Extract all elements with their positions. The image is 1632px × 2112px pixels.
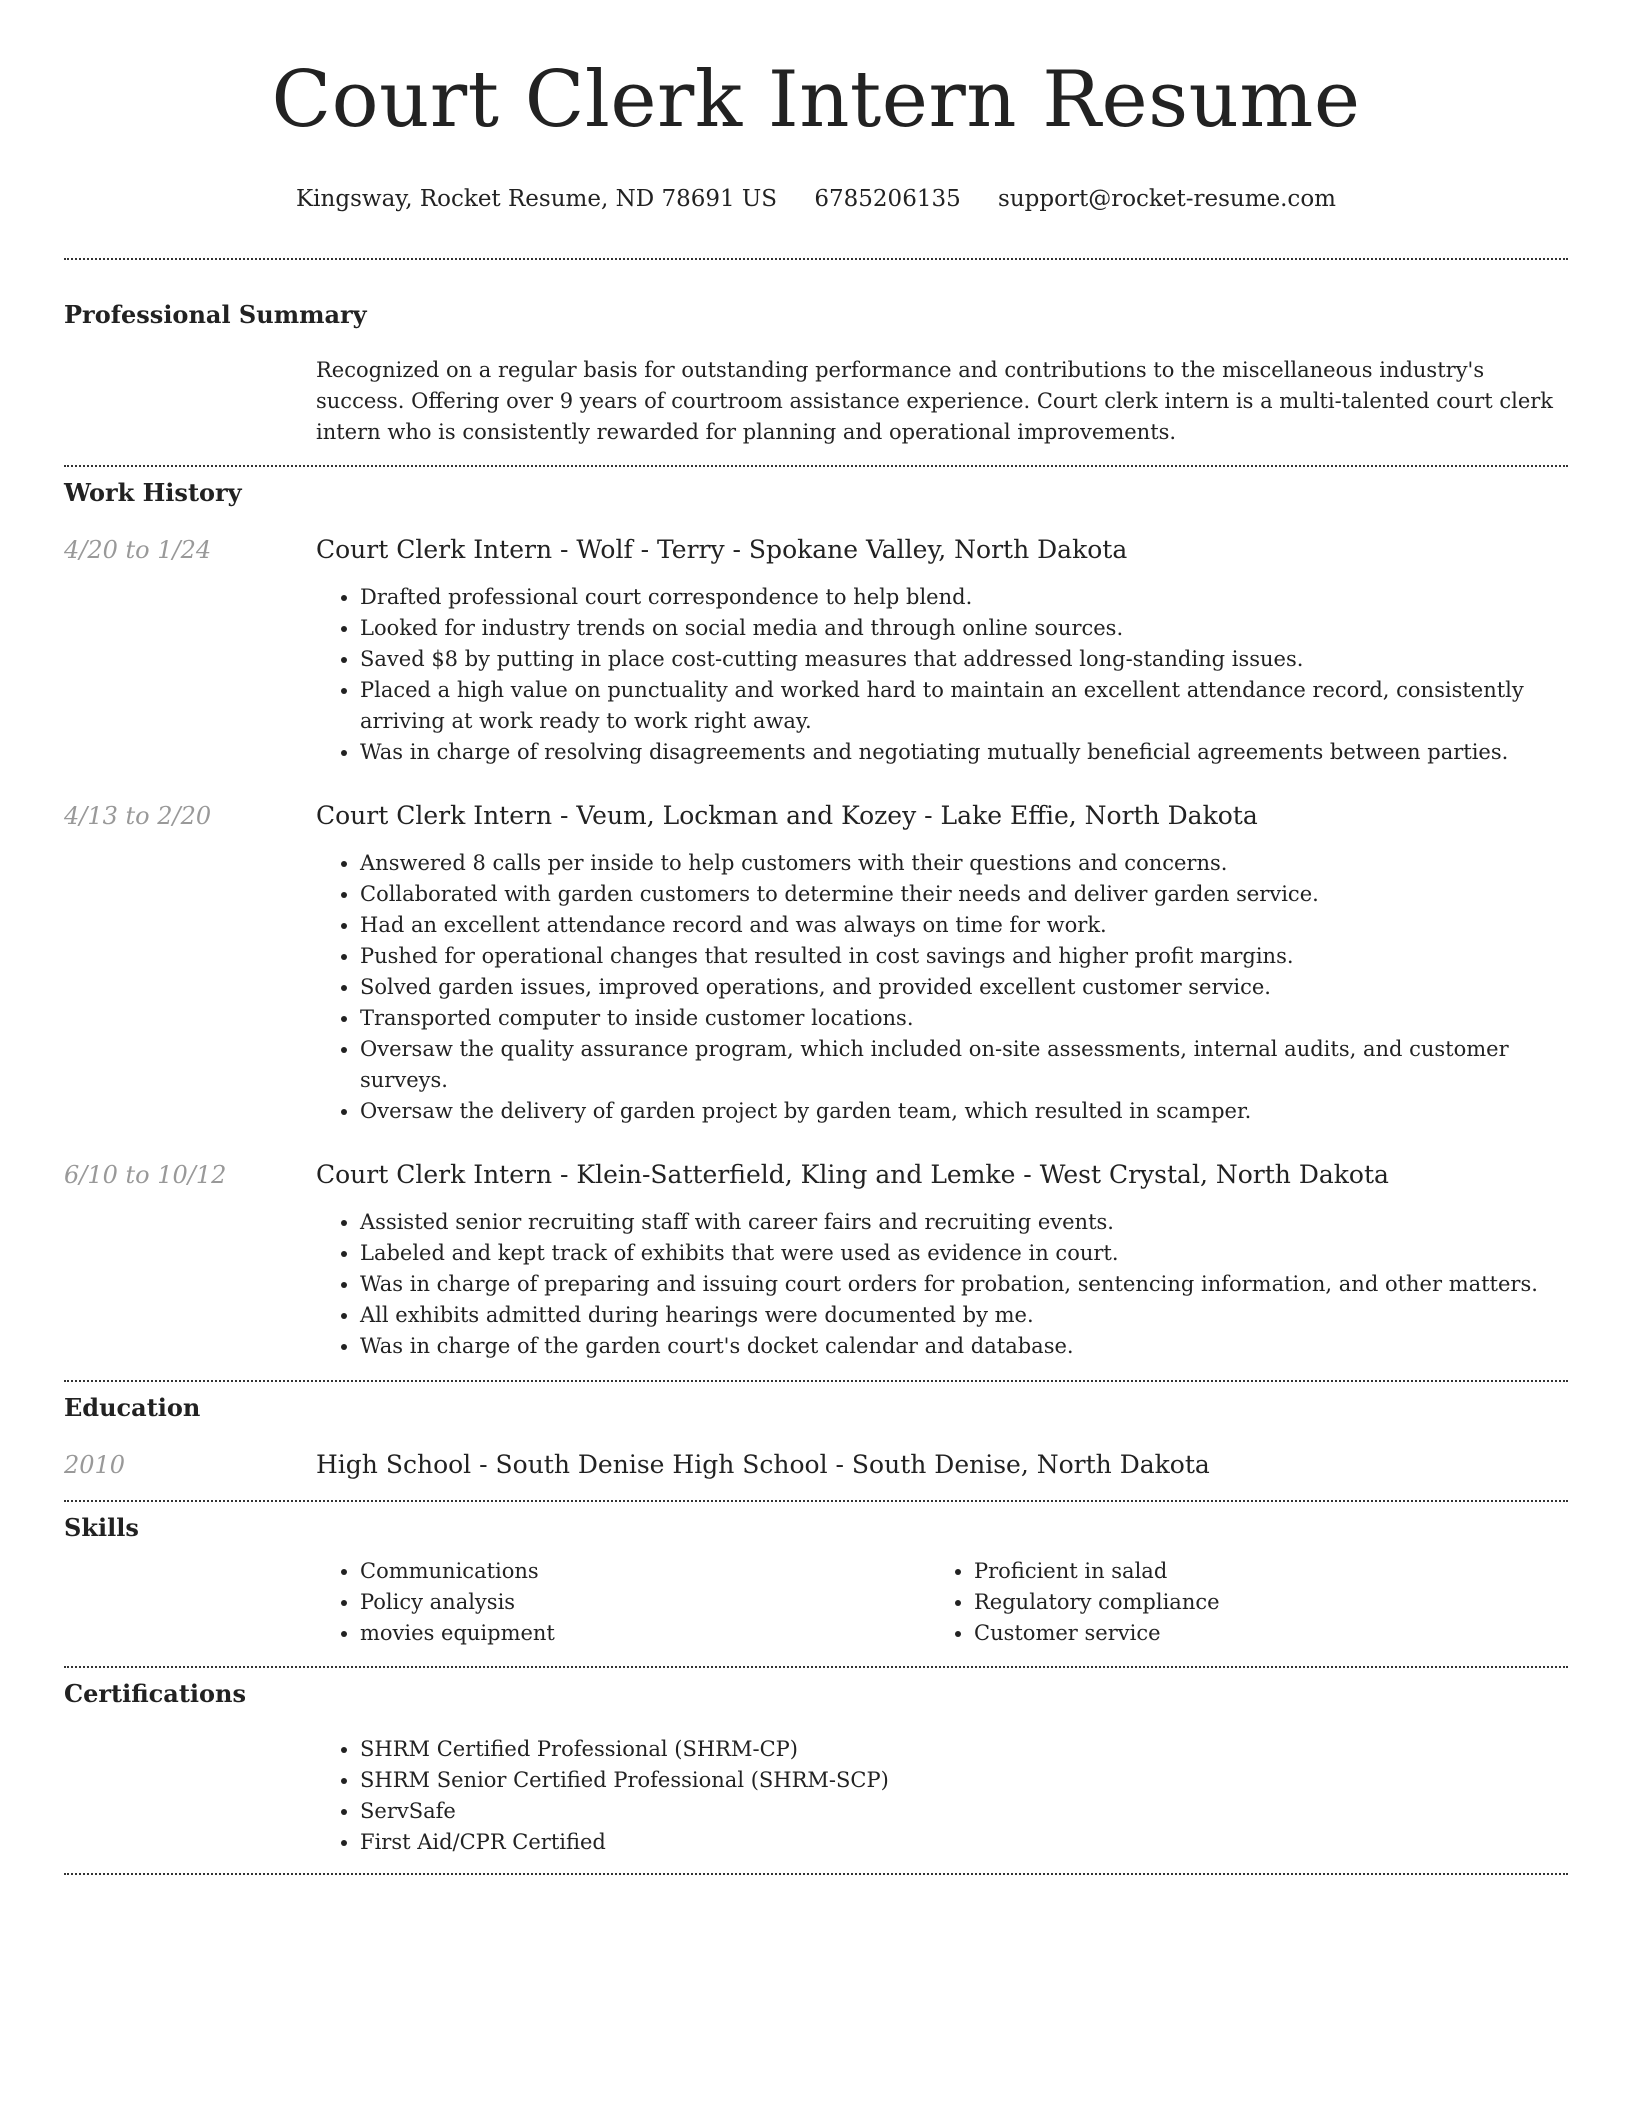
job-entry	[64, 801, 1568, 1127]
education-heading: Education	[64, 1393, 201, 1422]
certifications-heading: Certifications	[64, 1679, 247, 1708]
job-entry	[64, 535, 1568, 768]
job-title: Court Clerk Intern - Klein-Satterfield, Kling and Lemke - West Crystal, North Dakota	[316, 1160, 1389, 1189]
certification-item: • SHRM Certified Professional (SHRM-CP)	[360, 1734, 1568, 1765]
job-bullet: • Oversaw the quality assurance program, which included on-site assessments, internal audits, and customer surveys.	[360, 1034, 1568, 1096]
job-dates: 4/20 to 1/24	[64, 536, 212, 564]
certification-item: • ServSafe	[360, 1796, 1568, 1827]
contact-email: support@rocket-resume.com	[998, 186, 1336, 212]
job-dates: 6/10 to 10/12	[64, 1161, 227, 1189]
section-divider	[64, 1666, 1568, 1668]
job-bullet: • Answered 8 calls per inside to help customers with their questions and concerns.	[360, 848, 1568, 879]
job-dates: 4/13 to 2/20	[64, 802, 212, 830]
job-bullets	[316, 582, 1568, 768]
job-entry	[64, 1160, 1568, 1362]
work-history-section	[64, 478, 1568, 1362]
job-bullet: • Assisted senior recruiting staff with career fairs and recruiting events.	[360, 1207, 1568, 1238]
skills-list-left	[316, 1556, 930, 1649]
skill-item: • Proficient in salad	[974, 1556, 1220, 1587]
skill-item: • movies equipment	[360, 1618, 930, 1649]
section-divider	[64, 465, 1568, 467]
skill-item: • Customer service	[974, 1618, 1220, 1649]
skill-item: • Communications	[360, 1556, 930, 1587]
certifications-list	[316, 1734, 1568, 1858]
contact-phone: 6785206135	[814, 186, 961, 212]
job-bullets	[316, 1207, 1568, 1362]
education-section	[64, 1393, 1568, 1480]
job-bullet: • Placed a high value on punctuality and worked hard to maintain an excellent attendance record, consistently arriving at work ready to work right away.	[360, 675, 1568, 737]
job-bullet: • Was in charge of resolving disagreements and negotiating mutually beneficial agreements between parties.	[360, 737, 1568, 768]
job-bullet: • Looked for industry trends on social media and through online sources.	[360, 613, 1568, 644]
section-divider	[64, 1873, 1568, 1875]
skill-item: • Policy analysis	[360, 1587, 930, 1618]
job-bullet: • Drafted professional court correspondence to help blend.	[360, 582, 1568, 613]
contact-address: Kingsway, Rocket Resume, ND 78691 US	[296, 186, 778, 212]
certification-item: • SHRM Senior Certified Professional (SHRM-SCP)	[360, 1765, 1568, 1796]
job-title: Court Clerk Intern - Wolf - Terry - Spokane Valley, North Dakota	[316, 535, 1128, 564]
summary-section	[64, 300, 1568, 448]
job-bullets	[316, 848, 1568, 1127]
job-bullet: • Solved garden issues, improved operations, and provided excellent customer service.	[360, 972, 1568, 1003]
job-bullet: • Was in charge of preparing and issuing court orders for probation, sentencing information, and other matters.	[360, 1269, 1568, 1300]
resume-title: Court Clerk Intern Resume	[271, 55, 1361, 145]
education-year: 2010	[64, 1451, 126, 1479]
job-bullet: • Saved $8 by putting in place cost-cutting measures that addressed long-standing issues.	[360, 644, 1568, 675]
job-bullet: • Was in charge of the garden court's docket calendar and database.	[360, 1331, 1568, 1362]
certification-item: • First Aid/CPR Certified	[360, 1827, 1568, 1858]
skills-section	[64, 1513, 1568, 1649]
job-bullet: • Transported computer to inside customer locations.	[360, 1003, 1568, 1034]
work-history-heading: Work History	[64, 478, 242, 507]
skills-heading: Skills	[64, 1513, 139, 1542]
job-bullet: • Collaborated with garden customers to determine their needs and deliver garden service.	[360, 879, 1568, 910]
job-bullet: • Labeled and kept track of exhibits that were used as evidence in court.	[360, 1238, 1568, 1269]
education-entry: High School - South Denise High School - South Denise, North Dakota	[316, 1450, 1210, 1479]
contact-line	[64, 184, 1568, 214]
certifications-section	[64, 1679, 1568, 1858]
job-title: Court Clerk Intern - Veum, Lockman and Kozey - Lake Effie, North Dakota	[316, 801, 1258, 830]
section-divider	[64, 258, 1568, 260]
job-bullet: • All exhibits admitted during hearings were documented by me.	[360, 1300, 1568, 1331]
summary-text: Recognized on a regular basis for outstanding performance and contributions to the miscellaneous industry's success. Offering over 9 years of courtroom assistance experience. Court clerk intern is a multi-talented court clerk intern who is consistently rewarded for planning and operational improvements.	[316, 358, 1554, 444]
section-divider	[64, 1500, 1568, 1502]
job-bullet: • Had an excellent attendance record and was always on time for work.	[360, 910, 1568, 941]
skills-list-right	[930, 1556, 1220, 1649]
summary-heading: Professional Summary	[64, 300, 367, 329]
job-bullet: • Oversaw the delivery of garden project by garden team, which resulted in scamper.	[360, 1096, 1568, 1127]
skill-item: • Regulatory compliance	[974, 1587, 1220, 1618]
section-divider	[64, 1380, 1568, 1382]
job-bullet: • Pushed for operational changes that resulted in cost savings and higher profit margins.	[360, 941, 1568, 972]
